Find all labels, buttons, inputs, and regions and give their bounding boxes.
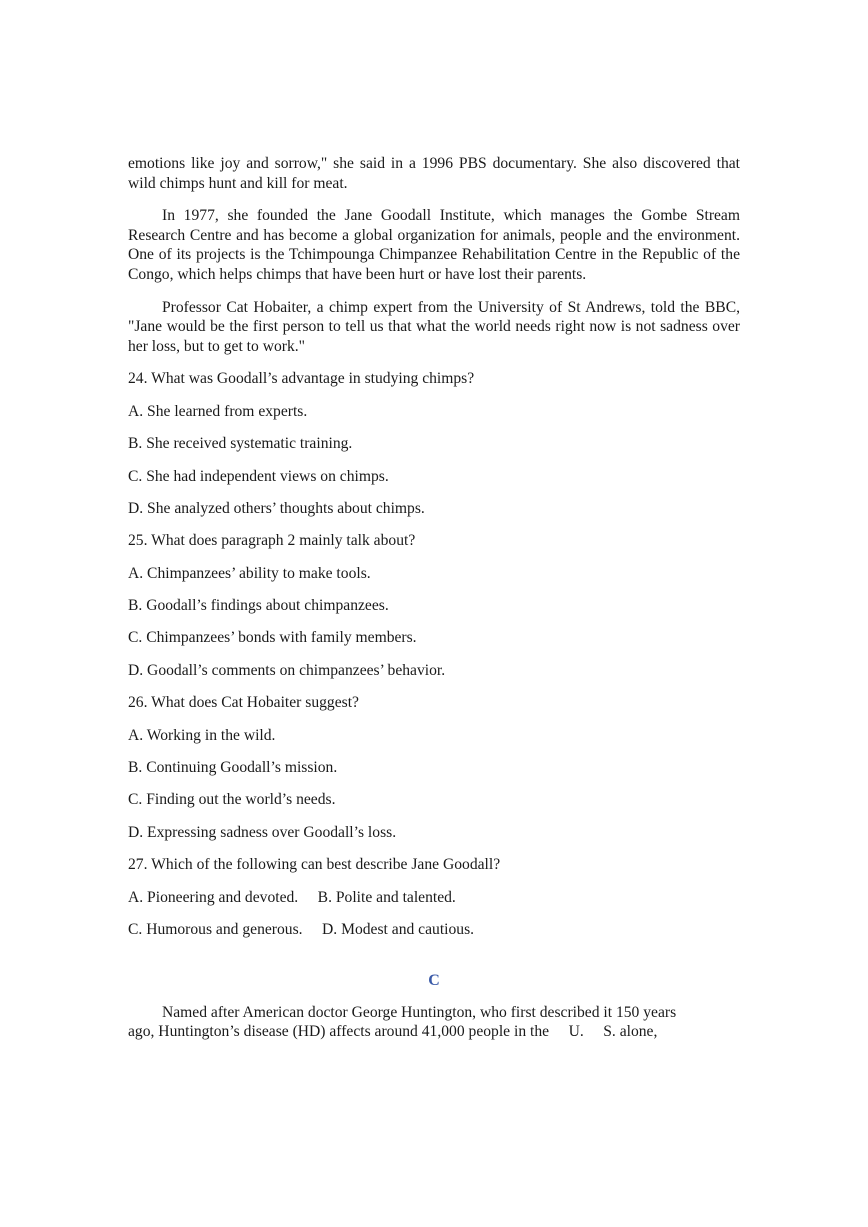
question-27 — [128, 855, 740, 939]
answer-option-b: B. She received systematic training. — [128, 435, 353, 453]
answer-option-a: A. She learned from experts. — [128, 402, 308, 420]
question-26 — [128, 693, 740, 842]
question-25 — [128, 531, 740, 680]
answer-option-c: C. Chimpanzees’ bonds with family members. — [128, 629, 417, 647]
answer-option-b: B. Goodall’s findings about chimpanzees. — [128, 597, 389, 615]
question-24 — [128, 369, 740, 518]
question-stem: 24. What was Goodall’s advantage in studying chimps? — [128, 370, 475, 388]
section-intro-line-2: ago, Huntington’s disease (HD) affects around 41,000 people in the U. S. alone, — [128, 1023, 658, 1041]
section-intro-paragraph — [128, 1003, 740, 1042]
section-intro-line-1: Named after American doctor George Huntington, who first described it 150 years — [162, 1003, 677, 1021]
passage-paragraph-1: emotions like joy and sorrow," she said in a 1996 PBS documentary. She also discovered that wild chimps hunt and kill for meat. — [128, 155, 740, 192]
answer-option-a: A. Chimpanzees’ ability to make tools. — [128, 564, 371, 582]
question-stem: 27. Which of the following can best describe Jane Goodall? — [128, 856, 501, 874]
passage-paragraph-2: In 1977, she founded the Jane Goodall Institute, which manages the Gombe Stream Research Centre and has become a global organization for animals, people and the environment. One of its projects is the Tchimpounga Chimpanzee Rehabilitation Centre in the Republic of the Congo, which helps chimps that have been hurt or have lost their parents. — [128, 207, 740, 283]
answer-option-c: C. Finding out the world’s needs. — [128, 791, 336, 809]
answer-option-d: D. She analyzed others’ thoughts about chimps. — [128, 499, 425, 517]
section-heading: C — [428, 971, 440, 989]
answer-option-d: D. Goodall’s comments on chimpanzees’ behavior. — [128, 661, 446, 679]
document-page — [128, 154, 740, 1042]
answer-option-d: D. Expressing sadness over Goodall’s loss. — [128, 823, 397, 841]
answer-option-c: C. She had independent views on chimps. — [128, 467, 389, 485]
question-stem: 26. What does Cat Hobaiter suggest? — [128, 694, 359, 712]
answer-options-row-cd: C. Humorous and generous. D. Modest and cautious. — [128, 920, 475, 938]
question-stem: 25. What does paragraph 2 mainly talk about? — [128, 532, 416, 550]
answer-option-a: A. Working in the wild. — [128, 726, 276, 744]
answer-option-b: B. Continuing Goodall’s mission. — [128, 759, 338, 777]
passage-paragraph-3: Professor Cat Hobaiter, a chimp expert from the University of St Andrews, told the BBC, "Jane would be the first person to tell us that what the world needs right now is not sadness over her loss, but to get to work." — [128, 298, 740, 355]
answer-options-row-ab: A. Pioneering and devoted. B. Polite and talented. — [128, 888, 456, 906]
